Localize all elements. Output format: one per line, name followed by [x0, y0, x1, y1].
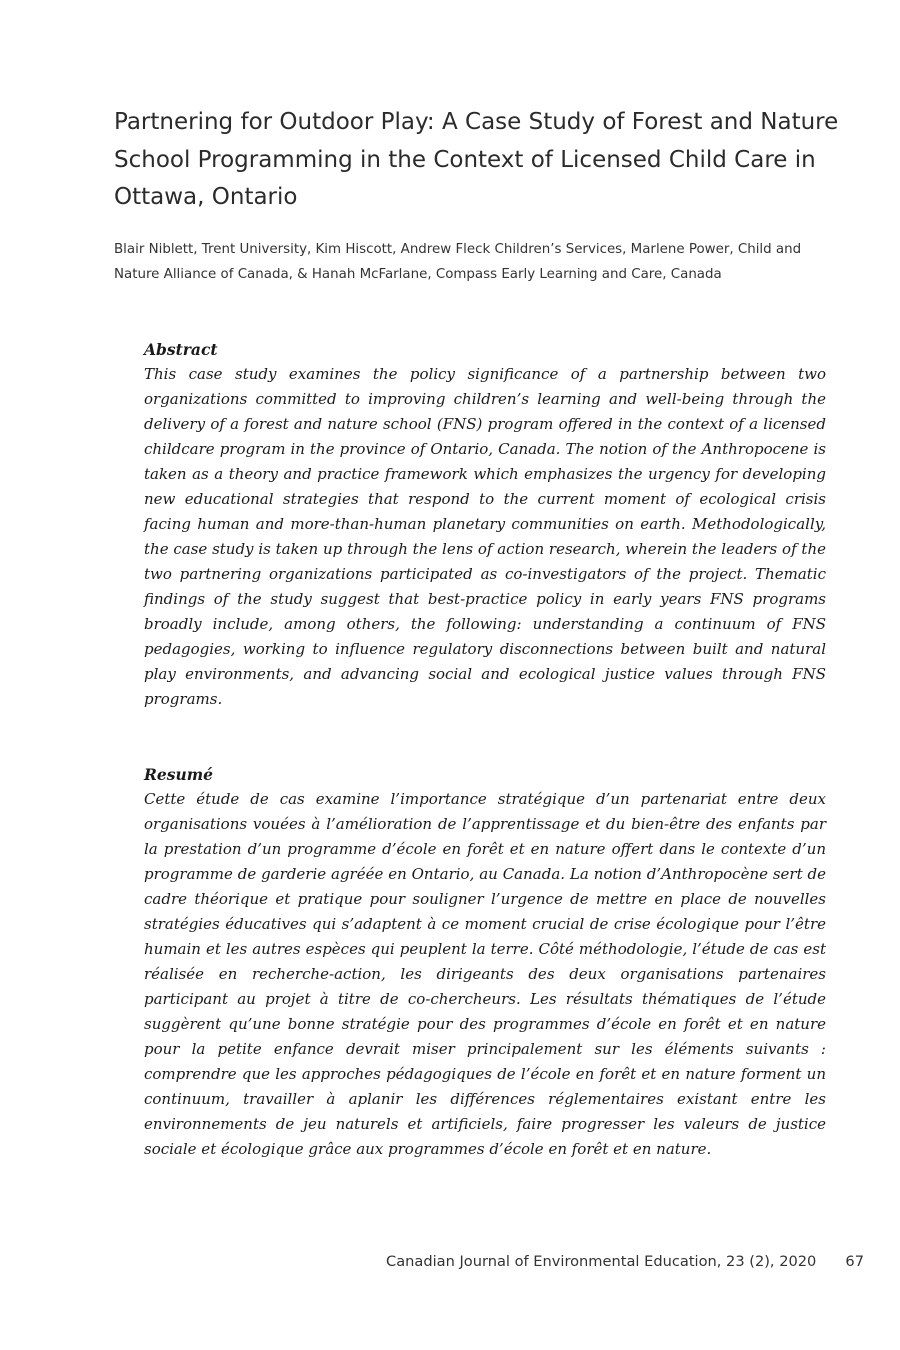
abstract-text: This case study examines the policy significance of a partnership between two organizations committed to improving children’s learning and well-being through the delivery of a forest and nature school (FNS) program offered in the context of a licensed childcare program in the province of Ontario, Canada. The notion of the Anthropocene is taken as a theory and practice framework which emphasizes the urgency for developing new educational strategies that respond to the current moment of ecological crisis facing human and more-than-human planetary communities on earth. Methodologically, the case study is taken up through the lens of action research, wherein the leaders of the two partnering organizations participated as co-investigators of the project. Thematic findings of the study suggest that best-practice policy in early years FNS programs broadly include, among others, the following: understanding a continuum of FNS pedagogies, working to influence regulatory disconnections between built and natural play environments, and advancing social and ecological justice values through FNS programs. [144, 365, 826, 708]
journal-citation: Canadian Journal of Environmental Education, 23 (2), 2020 [386, 1253, 817, 1270]
resume-section [144, 762, 826, 1162]
article-title: Partnering for Outdoor Play: A Case Study of Forest and Nature School Programming in the Context of Licensed Child Care in Ottawa, Ontario [114, 109, 839, 210]
abstract-heading: Abstract [144, 340, 218, 359]
abstract-section [144, 337, 826, 712]
page-footer [386, 1252, 864, 1272]
resume-text: Cette étude de cas examine l’importance stratégique d’un partenariat entre deux organisations vouées à l’amélioration de l’apprentissage et du bien-être des enfants par la prestation d’un programme d’école en forêt et en nature offert dans le contexte d’un programme de garderie agréée en Ontario, au Canada. La notion d’Anthropocène sert de cadre théorique et pratique pour souligner l’urgence de mettre en place de nouvelles stratégies éducatives qui s’adaptent à ce moment crucial de crise écologique pour l’être humain et les autres espèces qui peuplent la terre. Côté méthodologie, l’étude de cas est réalisée en recherche-action, les dirigeants des deux organisations partenaires participant au projet à titre de co-chercheurs. Les résultats thématiques de l’étude suggèrent qu’une bonne stratégie pour des programmes d’école en forêt et en nature pour la petite enfance devrait miser principalement sur les éléments suivants : comprendre que les approches pédagogiques de l’école en forêt et en nature forment un continuum, travailler à aplanir les différences réglementaires existant entre les environnements de jeu naturels et artificiels, faire progresser les valeurs de justice sociale et écologique grâce aux programmes d’école en forêt et en nature. [144, 790, 826, 1158]
author-list: Blair Niblett, Trent University, Kim Hiscott, Andrew Fleck Children’s Services, Marlene Power, Child and Nature Alliance of Canada, & Hanah McFarlane, Compass Early Learning and Care, Canada [114, 242, 802, 282]
page-number: 67 [845, 1253, 864, 1270]
resume-heading: Resumé [144, 765, 214, 784]
